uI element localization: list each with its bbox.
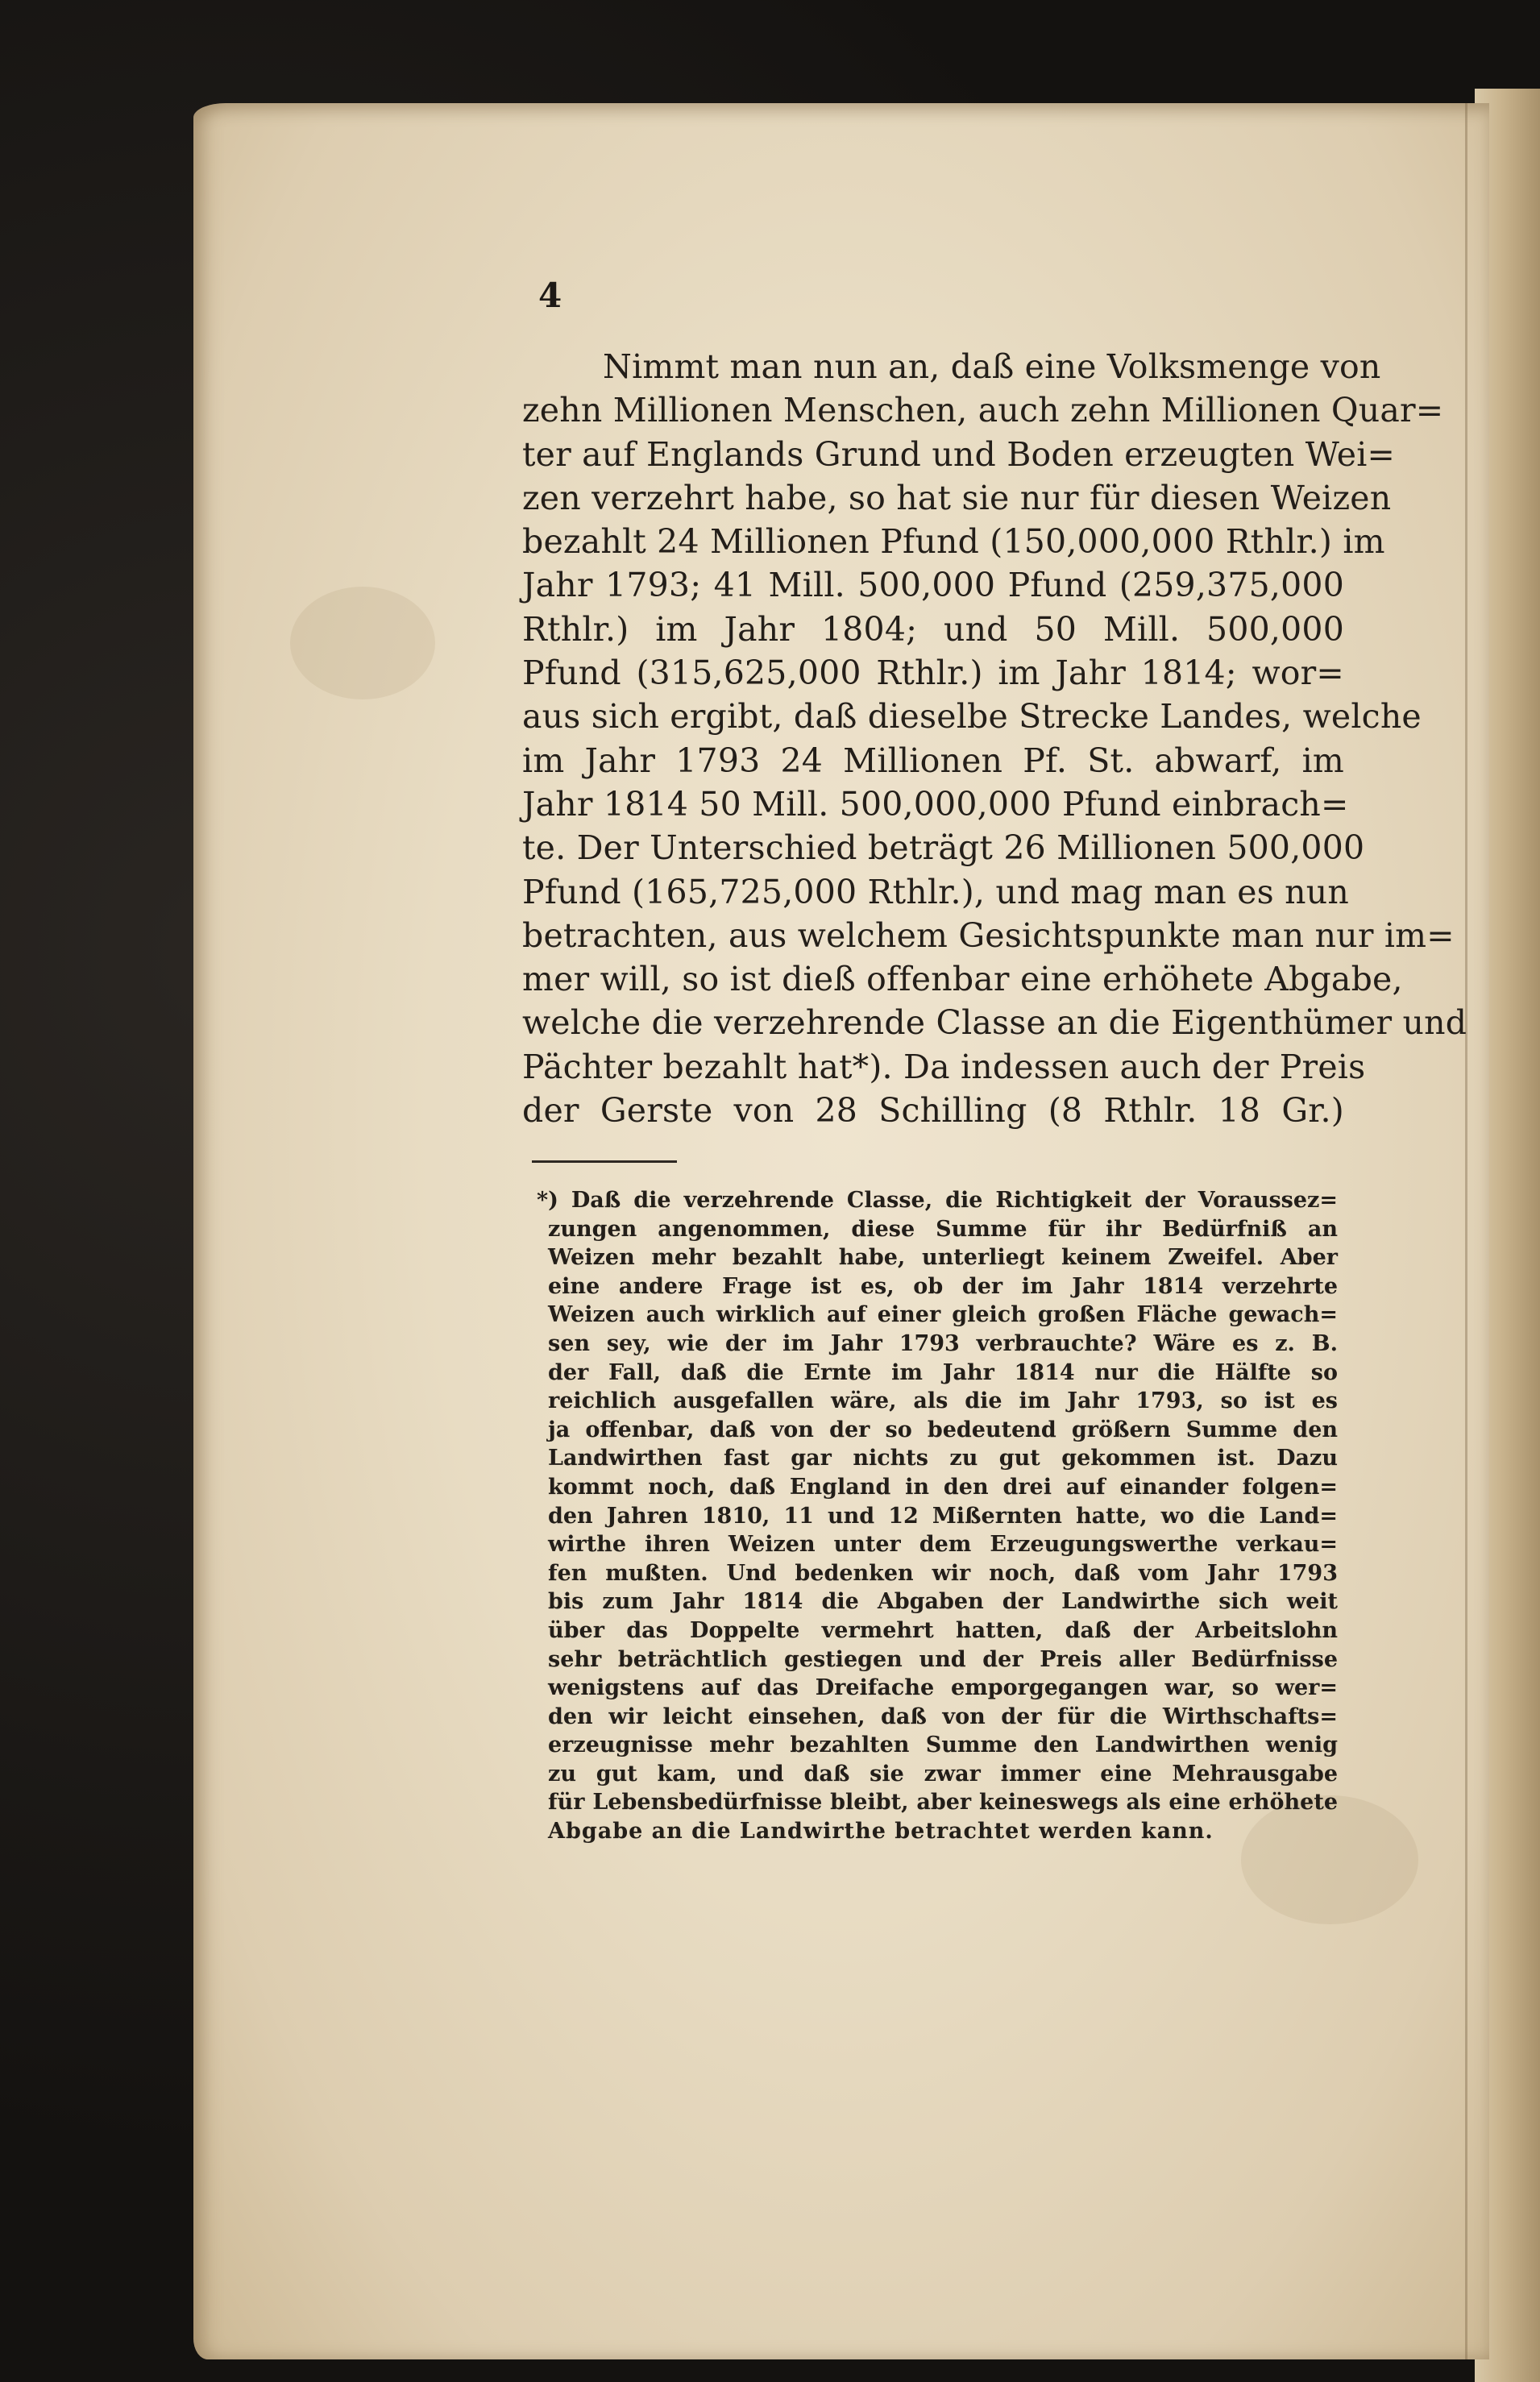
- text-line: zen verzehrt habe, so hat sie nur für diesen Weizen: [522, 478, 1392, 517]
- footnote-line: über das Doppelte vermehrt hatten, daß der Arbeitslohn: [548, 1617, 1338, 1643]
- footnote-line: sehr beträchtlich gestiegen und der Preis aller Bedürfnisse: [548, 1646, 1338, 1672]
- text-line: Pfund (165,725,000 Rthlr.), und mag man es nun: [522, 872, 1349, 911]
- footnote-line: der Fall, daß die Ernte im Jahr 1814 nur die Hälfte so: [548, 1359, 1338, 1385]
- footnote-line: wenigstens auf das Dreifache emporgegangen war, so wer=: [548, 1675, 1338, 1701]
- footnote-separator: [532, 1160, 677, 1163]
- footnote-line: reichlich ausgefallen wäre, als die im Jahr 1793, so ist es: [548, 1388, 1338, 1414]
- footnote-line: Weizen mehr bezahlt habe, unterliegt keinem Zweifel. Aber: [548, 1245, 1338, 1271]
- main-text-block: [522, 345, 1467, 1132]
- footnote-block: [537, 1186, 1338, 1846]
- text-line: Jahr 1793; 41 Mill. 500,000 Pfund (259,375,000: [522, 566, 1344, 605]
- text-line: ter auf Englands Grund und Boden erzeugten Wei=: [522, 434, 1396, 474]
- footnote-line: *) Daß die verzehrende Classe, die Richtigkeit der Voraussez=: [537, 1188, 1338, 1213]
- footnote-line: kommt noch, daß England in den drei auf einander folgen=: [548, 1474, 1338, 1500]
- footnote-line: sen sey, wie der im Jahr 1793 verbrauchte? Wäre es z. B.: [548, 1330, 1338, 1356]
- text-line: im Jahr 1793 24 Millionen Pf. St. abwarf, im: [522, 741, 1344, 780]
- text-line: te. Der Unterschied beträgt 26 Millionen 500,000: [522, 828, 1365, 868]
- footnote-line: ja offenbar, daß von der so bedeutend größern Summe den: [548, 1417, 1338, 1442]
- footnote-line: Landwirthen fast gar nichts zu gut gekommen ist. Dazu: [548, 1446, 1338, 1471]
- text-line: betrachten, aus welchem Gesichtspunkte man nur im=: [522, 915, 1455, 955]
- text-line: bezahlt 24 Millionen Pfund (150,000,000 Rthlr.) im: [522, 522, 1385, 562]
- text-line: der Gerste von 28 Schilling (8 Rthlr. 18 Gr.): [522, 1091, 1344, 1131]
- page-gutter: [1465, 103, 1467, 2359]
- footnote-line: Weizen auch wirklich auf einer gleich großen Fläche gewach=: [548, 1302, 1338, 1328]
- footnote-line: den Jahren 1810, 11 und 12 Mißernten hatte, wo die Land=: [548, 1503, 1338, 1529]
- text-line: aus sich ergibt, daß dieselbe Strecke Landes, welche: [522, 697, 1422, 737]
- footnote-line: Abgabe an die Landwirthe betrachtet werden kann.: [548, 1819, 1214, 1845]
- paper-stain: [290, 587, 435, 699]
- text-line: welche die verzehrende Classe an die Eigenthümer und: [522, 1003, 1467, 1043]
- footnote-line: den wir leicht einsehen, daß von der für die Wirthschafts=: [548, 1704, 1338, 1729]
- footnote-line: wirthe ihren Weizen unter dem Erzeugungswerthe verkau=: [548, 1532, 1338, 1558]
- text-line: Jahr 1814 50 Mill. 500,000,000 Pfund einbrach=: [522, 784, 1349, 824]
- footnote-line: fen mußten. Und bedenken wir noch, daß vom Jahr 1793: [548, 1560, 1338, 1586]
- footnote-line: für Lebensbedürfnisse bleibt, aber keineswegs als eine erhöhete: [548, 1790, 1338, 1816]
- text-line: mer will, so ist dieß offenbar eine erhöhete Abgabe,: [522, 960, 1403, 999]
- page-number: 4: [538, 276, 562, 315]
- footnote-line: zu gut kam, und daß sie zwar immer eine Mehrausgabe: [548, 1761, 1338, 1786]
- footnote-line: zungen angenommen, diese Summe für ihr Bedürfniß an: [548, 1216, 1338, 1242]
- text-line: zehn Millionen Menschen, auch zehn Millionen Quar=: [522, 391, 1444, 430]
- text-line: Pächter bezahlt hat*). Da indessen auch der Preis: [522, 1047, 1366, 1086]
- footnote-line: erzeugnisse mehr bezahlten Summe den Landwirthen wenig: [548, 1733, 1338, 1758]
- footnote-line: eine andere Frage ist es, ob der im Jahr 1814 verzehrte: [548, 1273, 1338, 1299]
- text-line: Pfund (315,625,000 Rthlr.) im Jahr 1814; wor=: [522, 654, 1344, 693]
- text-line: Nimmt man nun an, daß eine Volksmenge von: [603, 347, 1381, 386]
- text-line: Rthlr.) im Jahr 1804; und 50 Mill. 500,000: [522, 609, 1344, 649]
- footnote-line: bis zum Jahr 1814 die Abgaben der Landwirthe sich weit: [548, 1589, 1338, 1615]
